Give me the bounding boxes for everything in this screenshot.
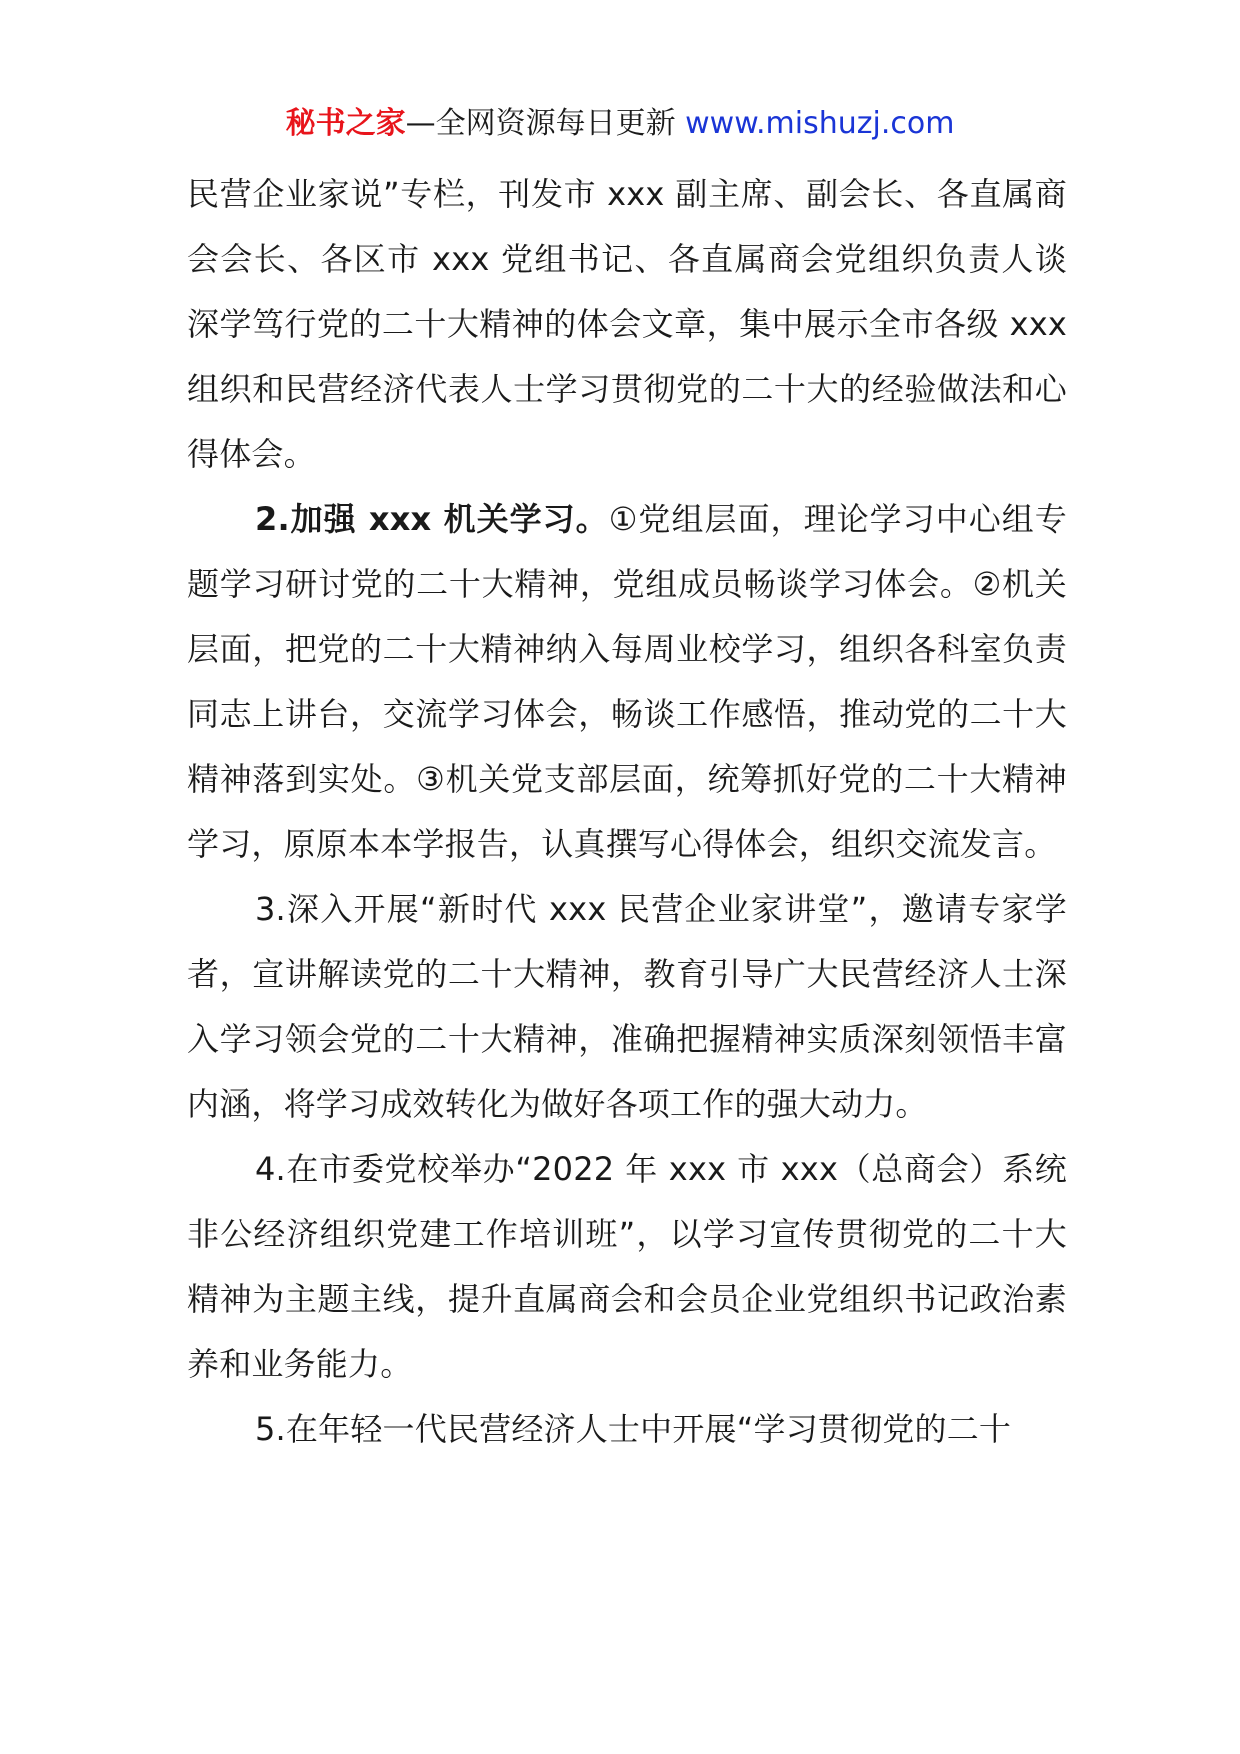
brand-name: 秘书之家: [285, 106, 406, 141]
site-url-link[interactable]: www.mishuzj.com: [685, 106, 955, 141]
paragraph-1: 民营企业家说”专栏，刊发市 xxx 副主席、副会长、各直属商会会长、各区市 xxx 党组书记、各直属商会党组织负责人谈深学笃行党的二十大精神的体会文章，集中展示全市各级 xxx 组织和民营经济代表人士学习贯彻党的二十大的经验做法和心得体会。: [187, 175, 1067, 473]
paragraph-2: [187, 487, 1067, 877]
document-body: [187, 162, 1067, 1462]
paragraph-2-text: ①党组层面，理论学习中心组专题学习研讨党的二十大精神，党组成员畅谈学习体会。②机关层面，把党的二十大精神纳入每周业校学习，组织各科室负责同志上讲台，交流学习体会，畅谈工作感悟，推动党的二十大精神落到实处。③机关党支部层面，统筹抓好党的二十大精神学习，原原本本学报告，认真撰写心得体会，组织交流发言。: [187, 500, 1067, 863]
paragraph-5: 5.在年轻一代民营经济人士中开展“学习贯彻党的二十: [255, 1410, 1012, 1448]
header-slogan: —全网资源每日更新: [405, 106, 686, 141]
paragraph-2-heading: 2.加强 xxx 机关学习。: [255, 500, 609, 538]
paragraph-3: 3.深入开展“新时代 xxx 民营企业家讲堂”，邀请专家学者，宣讲解读党的二十大精神，教育引导广大民营经济人士深入学习领会党的二十大精神，准确把握精神实质深刻领悟丰富内涵，将学习成效转化为做好各项工作的强大动力。: [187, 890, 1067, 1123]
site-header: [0, 100, 1240, 148]
paragraph-4: 4.在市委党校举办“2022 年 xxx 市 xxx（总商会）系统非公经济组织党建工作培训班”，以学习宣传贯彻党的二十大精神为主题主线，提升直属商会和会员企业党组织书记政治素养和业务能力。: [187, 1150, 1067, 1383]
